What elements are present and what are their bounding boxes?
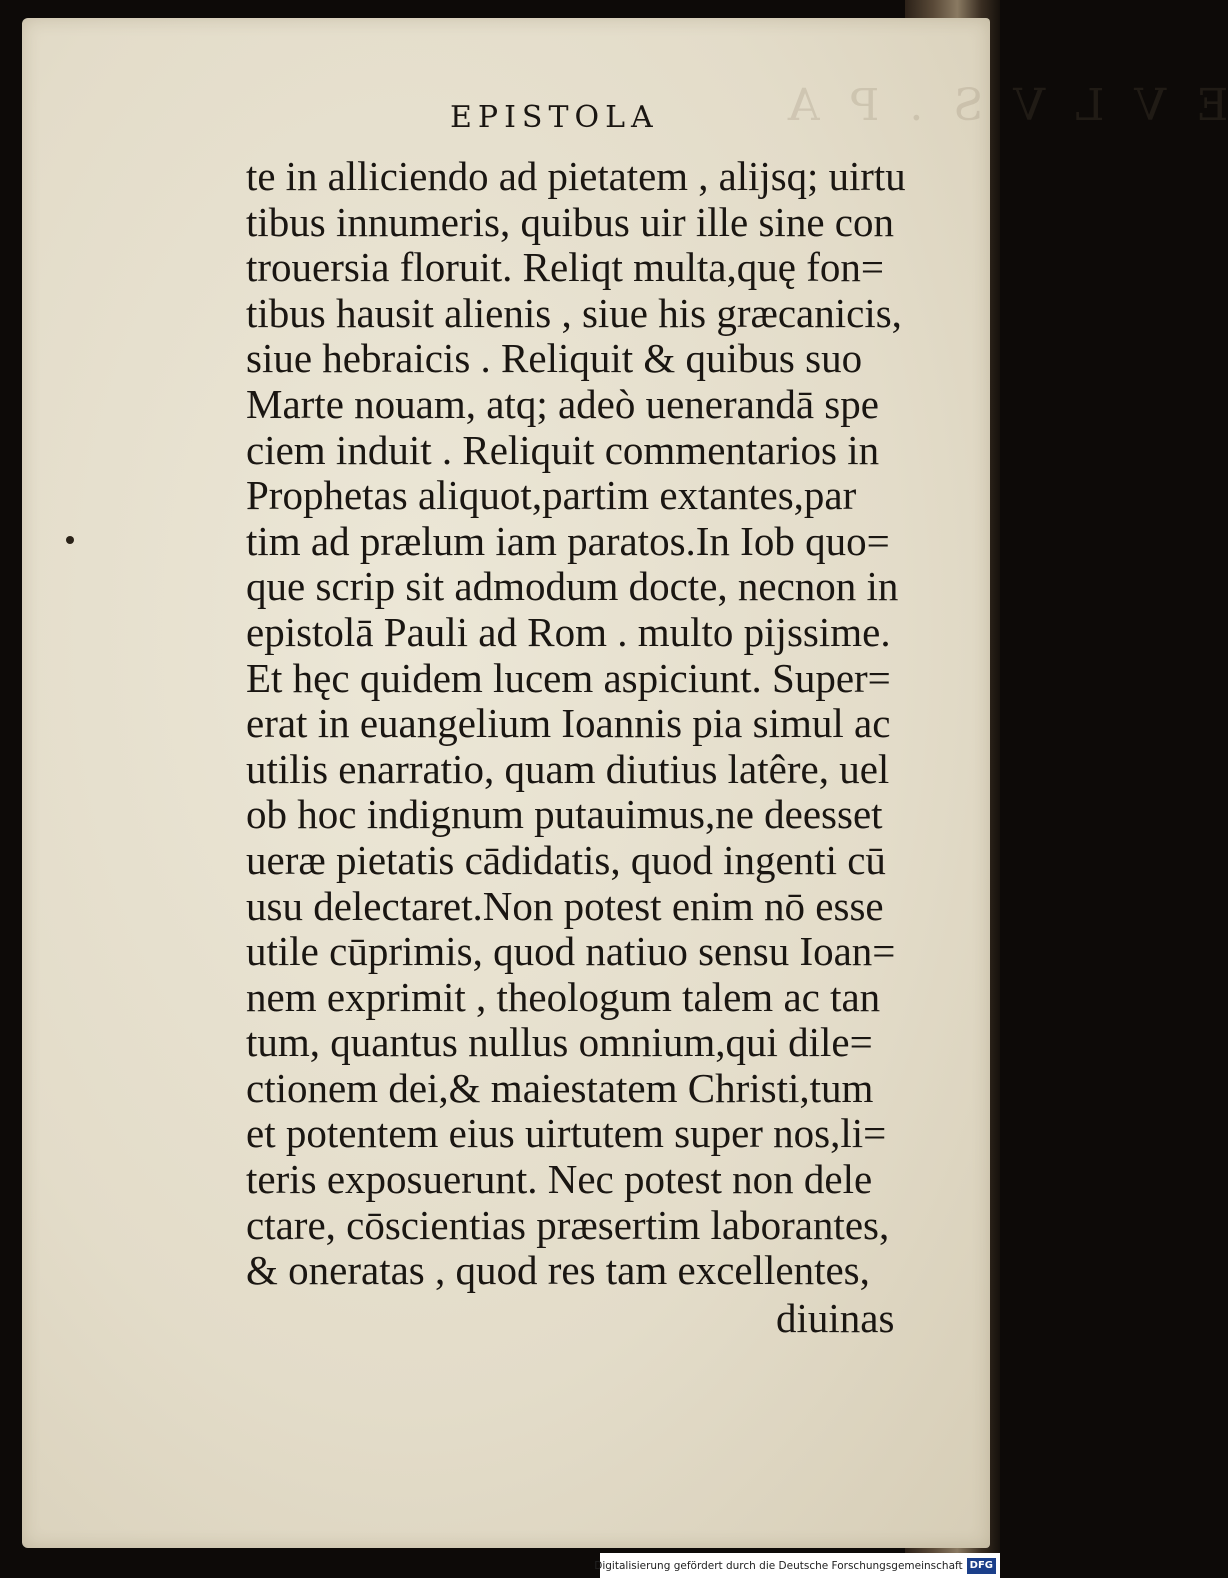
text-line: ciem induit . Reliquit commentarios in bbox=[246, 426, 880, 473]
text-line: teris exposuerunt. Nec potest non dele bbox=[246, 1156, 873, 1203]
text-line: tum, quantus nullus omnium,qui dile= bbox=[246, 1019, 873, 1066]
text-line: tim ad prælum iam paratos.In Iob quo= bbox=[246, 517, 890, 564]
credit-text: Digitalisierung gefördert durch die Deutsche Forschungsgemeinschaft bbox=[594, 1559, 963, 1572]
catchword: diuinas bbox=[776, 1295, 895, 1341]
page-body-text bbox=[246, 154, 906, 1294]
text-line: que scrip sit admodum docte, necnon in bbox=[246, 563, 899, 610]
digitization-credit-bar bbox=[594, 1553, 1000, 1578]
text-line: te in alliciendo ad pietatem , alijsq; uirtu bbox=[246, 153, 906, 199]
text-line: tibus innumeris, quibus uir ille sine con bbox=[246, 198, 894, 245]
ink-speck bbox=[66, 536, 74, 544]
text-line: erat in euangelium Ioannis pia simul ac bbox=[246, 700, 891, 747]
text-line: & oneratas , quod res tam excellentes, bbox=[246, 1247, 870, 1294]
running-header: EPISTOLA bbox=[450, 100, 659, 135]
text-line: Prophetas aliquot,partim extantes,par bbox=[246, 472, 857, 519]
text-line: trouersia floruit. Reliqt multa,quę fon= bbox=[246, 244, 884, 291]
text-line: utile cūprimis, quod natiuo sensu Ioan= bbox=[246, 928, 896, 975]
text-line: siue hebraicis . Reliquit & quibus suo bbox=[246, 335, 863, 382]
text-line: Marte nouam, atq; adeò uenerandā spe bbox=[246, 380, 879, 427]
text-line: epistolā Pauli ad Rom . multo pijssime. bbox=[246, 608, 891, 655]
text-line: Et hęc quidem lucem aspiciunt. Super= bbox=[246, 654, 891, 701]
text-line: nem exprimit , theologum talem ac tan bbox=[246, 973, 881, 1020]
dfg-logo: DFG bbox=[967, 1558, 996, 1574]
text-line: tibus hausit alienis , siue his græcanicis, bbox=[246, 289, 902, 336]
text-line: ob hoc indignum putauimus,ne deesset bbox=[246, 791, 883, 838]
text-line: ueræ pietatis cādidatis, quod ingenti cū bbox=[246, 836, 886, 883]
text-line: et potentem eius uirtutem super nos,li= bbox=[246, 1110, 887, 1157]
text-line: ctare, cōscientias præsertim laborantes, bbox=[246, 1201, 890, 1248]
text-line: utilis enarratio, quam diutius latêre, uel bbox=[246, 745, 890, 792]
text-line: usu delectaret.Non potest enim nō esse bbox=[246, 882, 884, 929]
bleed-through-text: E V L V S . P A bbox=[780, 80, 1228, 131]
text-line: ctionem dei,& maiestatem Christi,tum bbox=[246, 1064, 874, 1111]
